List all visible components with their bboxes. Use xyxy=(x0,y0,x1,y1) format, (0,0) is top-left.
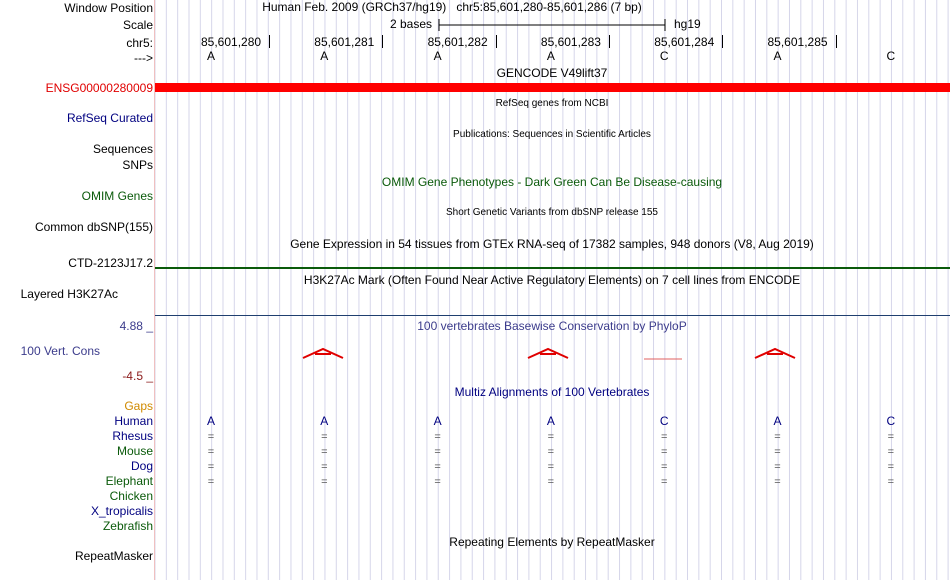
coordinate-label: 85,601,282 xyxy=(427,35,488,49)
species-label-zebrafish[interactable]: Zebrafish xyxy=(102,519,153,533)
ruler-base: A xyxy=(320,49,329,63)
scale-value: 2 bases xyxy=(390,17,433,31)
track-label-column xyxy=(0,0,155,580)
multiz-match: = xyxy=(207,431,215,443)
refseq-title: RefSeq genes from NCBI xyxy=(495,98,609,109)
strand-label: ---> xyxy=(134,51,153,65)
dbsnp-title: Short Genetic Variants from dbSNP release 155 xyxy=(446,207,658,218)
ruler-base: A xyxy=(206,49,216,63)
multiz-match: = xyxy=(887,446,895,458)
coordinate-tick xyxy=(496,35,497,48)
phylop-peak-3 xyxy=(755,349,795,358)
refseq-label[interactable]: RefSeq Curated xyxy=(66,111,153,125)
coordinate-tick xyxy=(609,35,610,48)
multiz-match: = xyxy=(207,461,215,473)
multiz-match: = xyxy=(547,431,555,443)
coordinate-tick xyxy=(269,35,270,48)
phylop-signal[interactable] xyxy=(155,344,950,364)
h3k27ac-label[interactable]: Layered H3K27Ac xyxy=(20,287,118,301)
phylop-title: 100 vertebrates Basewise Conservation by PhyloP xyxy=(417,319,687,333)
coordinate-label: 85,601,285 xyxy=(767,35,828,49)
omim-title: OMIM Gene Phenotypes - Dark Green Can Be Disease-causing xyxy=(381,175,723,189)
multiz-match: = xyxy=(547,446,555,458)
multiz-human-base: A xyxy=(320,414,329,428)
window-position-label: Window Position xyxy=(64,1,153,15)
multiz-match: = xyxy=(660,476,668,488)
species-label-mouse[interactable]: Mouse xyxy=(116,444,153,458)
multiz-match: = xyxy=(547,476,555,488)
multiz-match: = xyxy=(887,476,895,488)
repeatmasker-label[interactable]: RepeatMasker xyxy=(74,549,153,563)
dbsnp-label[interactable]: Common dbSNP(155) xyxy=(34,220,153,234)
repeatmasker-title: Repeating Elements by RepeatMasker xyxy=(449,535,655,549)
ruler-base: A xyxy=(433,49,442,63)
ruler-base: A xyxy=(773,49,782,63)
phylop-peak-2 xyxy=(528,349,568,358)
multiz-human-base: C xyxy=(659,414,669,428)
gaps-label[interactable]: Gaps xyxy=(124,399,153,413)
phylop-label[interactable]: 100 Vert. Cons xyxy=(20,344,100,358)
species-label-dog[interactable]: Dog xyxy=(130,459,153,473)
multiz-match: = xyxy=(434,461,441,473)
coordinate-tick xyxy=(382,35,383,48)
multiz-match: = xyxy=(321,431,328,443)
multiz-human-base: A xyxy=(546,414,555,428)
publications-title: Publications: Sequences in Scientific Articles xyxy=(453,129,651,140)
gtex-expression-line[interactable] xyxy=(155,267,950,269)
multiz-match: = xyxy=(321,461,328,473)
multiz-match: = xyxy=(774,431,781,443)
phylop-min-label: -4.5 _ xyxy=(122,369,153,383)
scale-label: Scale xyxy=(122,18,153,32)
multiz-match: = xyxy=(660,446,668,458)
multiz-match: = xyxy=(774,446,781,458)
multiz-human-base: A xyxy=(206,414,216,428)
multiz-match: = xyxy=(434,446,441,458)
multiz-human-base: C xyxy=(886,414,896,428)
ruler-base: A xyxy=(546,49,555,63)
coordinate-tick xyxy=(722,35,723,48)
multiz-match: = xyxy=(547,461,555,473)
h3k27ac-title: H3K27Ac Mark (Often Found Near Active Regulatory Elements) on 7 cell lines from ENCODE xyxy=(303,273,801,287)
multiz-match: = xyxy=(660,461,668,473)
ruler-base: C xyxy=(659,49,669,63)
ruler-base: C xyxy=(886,49,896,63)
scale-bar xyxy=(435,18,675,32)
multiz-match: = xyxy=(434,431,441,443)
coordinate-label: 85,601,281 xyxy=(314,35,375,49)
assembly-info: Human Feb. 2009 (GRCh37/hg19) chr5:85,601,280-85,601,286 (7 bp) xyxy=(262,0,642,14)
species-label-human[interactable]: Human xyxy=(114,414,153,428)
multiz-match: = xyxy=(887,461,895,473)
multiz-match: = xyxy=(207,476,215,488)
phylop-peak-1 xyxy=(303,349,343,358)
species-label-x-tropicalis[interactable]: X_tropicalis xyxy=(90,504,153,518)
multiz-match: = xyxy=(207,446,215,458)
species-label-elephant[interactable]: Elephant xyxy=(105,474,153,488)
species-label-chicken[interactable]: Chicken xyxy=(109,489,153,503)
snps-label[interactable]: SNPs xyxy=(122,158,153,172)
multiz-match: = xyxy=(774,461,781,473)
species-label-rhesus[interactable]: Rhesus xyxy=(112,429,153,443)
multiz-title: Multiz Alignments of 100 Vertebrates xyxy=(454,385,650,399)
multiz-human-base: A xyxy=(433,414,442,428)
coordinate-label: 85,601,280 xyxy=(201,35,262,49)
gtex-title: Gene Expression in 54 tissues from GTEx RNA-seq of 17382 samples, 948 donors (V8, Aug 2019) xyxy=(290,237,814,251)
chrom-label: chr5: xyxy=(126,36,153,50)
multiz-match: = xyxy=(774,476,781,488)
h3k27ac-signal-line[interactable] xyxy=(155,315,950,316)
omim-label[interactable]: OMIM Genes xyxy=(81,189,153,203)
track-area[interactable] xyxy=(155,0,950,580)
coordinate-label: 85,601,283 xyxy=(540,35,601,49)
coordinate-tick xyxy=(836,35,837,48)
multiz-match: = xyxy=(321,476,328,488)
gencode-title: GENCODE V49lift37 xyxy=(496,66,608,80)
multiz-match: = xyxy=(887,431,895,443)
scale-db: hg19 xyxy=(674,17,701,31)
sequences-label[interactable]: Sequences xyxy=(92,142,153,156)
coordinate-label: 85,601,284 xyxy=(654,35,715,49)
multiz-match: = xyxy=(434,476,441,488)
phylop-max-label: 4.88 _ xyxy=(119,319,153,333)
gencode-feature-bar[interactable] xyxy=(155,83,950,92)
gencode-feature-label[interactable]: ENSG00000280009 xyxy=(45,81,153,95)
multiz-human-base: A xyxy=(773,414,782,428)
gtex-label[interactable]: CTD-2123J17.2 xyxy=(68,256,153,270)
multiz-match: = xyxy=(660,431,668,443)
multiz-match: = xyxy=(321,446,328,458)
